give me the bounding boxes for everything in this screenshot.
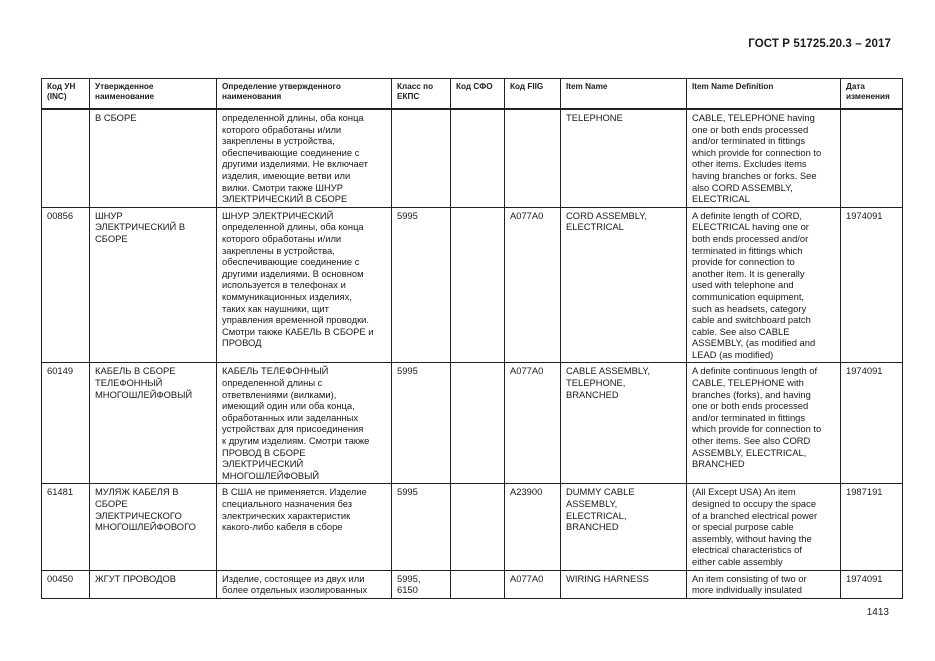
date-cell-text: 1974091 <box>846 209 883 221</box>
column-header-label: Дата изменения <box>846 82 890 101</box>
column-header-label: Код УН (INC) <box>47 82 76 101</box>
sfo-cell <box>451 570 505 598</box>
definition-ru-cell <box>217 363 392 484</box>
definition-ru-cell-text: Изделие, состоящее из двух или более отдельных изолированных <box>222 572 368 596</box>
ekps-cell-text: 5995 <box>397 209 418 221</box>
item-name-cell <box>561 484 687 570</box>
ekps-cell <box>392 484 451 570</box>
column-header-label: Item Name <box>566 82 608 91</box>
column-header-label: Определение утвержденного наименования <box>222 82 341 101</box>
column-header-name-ru-header <box>90 79 217 110</box>
ekps-cell <box>392 363 451 484</box>
item-definition-cell-text: A definite continuous length of CABLE, TELEPHONE with branches (forks), and having one or both ends processed and/or terminated in fittings which provide for connection to other items. See also CORD ASSEMBLY, ELECTRICAL, BRANCHED <box>692 365 822 470</box>
item-name-cell-text: DUMMY CABLE ASSEMBLY, ELECTRICAL, BRANCHED <box>566 486 635 533</box>
column-header-ekps-header <box>392 79 451 110</box>
item-name-cell-text: TELEPHONE <box>566 112 623 123</box>
column-header-item-definition-header <box>687 79 841 110</box>
table-row <box>42 207 903 363</box>
column-header-sfo-header <box>451 79 505 110</box>
column-header-item-name-header <box>561 79 687 110</box>
name-ru-cell-text: МУЛЯЖ КАБЕЛЯ В СБОРЕ ЭЛЕКТРИЧЕСКОГО МНОГОШЛЕЙФОВОГО <box>95 486 196 533</box>
ekps-cell-text: 5995 <box>397 486 418 498</box>
table-row <box>42 363 903 484</box>
column-header-date-header <box>841 79 903 110</box>
definition-ru-cell <box>217 570 392 598</box>
item-definition-cell <box>687 363 841 484</box>
inc-cell-text: 00450 <box>47 572 74 584</box>
definition-ru-cell-text: КАБЕЛЬ ТЕЛЕФОННЫЙ определенной длины с ответвлениями (вилками), имеющий один или оба конца, обработанных или заделанных устройствах для присоединения к другим изделиям. Смотри также ПРОВОД В СБОРЕ ЭЛЕКТРИЧЕСКИЙ МНОГОШЛЕЙФОВЫЙ <box>222 365 370 481</box>
column-header-label: Код СФО <box>456 82 493 91</box>
name-ru-cell-text: ЖГУТ ПРОВОДОВ <box>95 572 177 584</box>
name-ru-cell <box>90 207 217 363</box>
specification-table <box>41 78 903 599</box>
fiig-cell-text: A23900 <box>510 486 543 498</box>
fiig-cell <box>505 484 561 570</box>
item-name-cell-text: CORD ASSEMBLY, ELECTRICAL <box>566 209 647 233</box>
table-row <box>42 484 903 570</box>
ekps-cell-text: 5995 <box>397 365 418 377</box>
column-header-fiig-header <box>505 79 561 110</box>
item-name-cell <box>561 570 687 598</box>
item-definition-cell-text: CABLE, TELEPHONE having one or both ends processed and/or terminated in fittings which provide for connection to other items. Excludes items having branches or forks. See also CORD ASSEMBLY, ELECTRICAL <box>692 112 822 205</box>
item-definition-cell-text: (All Except USA) An item designed to occupy the space of a branched electrical power or special purpose cable assembly, without having the electrical characteristics of either cable assembly <box>692 486 818 567</box>
item-definition-cell-text: An item consisting of two or more individually insulated <box>692 572 807 596</box>
item-definition-cell-text: A definite length of CORD, ELECTRICAL having one or both ends processed and/or terminated in fittings which provide for connection to another item. It is generally used with telephone and communication equipment, such as headsets, category cable and switchboard patch cable. See also CABLE ASSEMBLY, (as modified and LEAD (as modified) <box>692 209 816 360</box>
definition-ru-cell <box>217 207 392 363</box>
inc-cell <box>42 207 90 363</box>
table-header <box>42 79 903 110</box>
ekps-cell <box>392 207 451 363</box>
table-body <box>42 109 903 598</box>
date-cell-text: 1987191 <box>846 486 883 498</box>
definition-ru-cell <box>217 484 392 570</box>
ekps-cell-text: 5995, 6150 <box>397 572 421 596</box>
sfo-cell <box>451 363 505 484</box>
definition-ru-cell-text: определенной длины, оба конца которого обработаны и/или закреплены в устройства, обеспечивающие соединение с другими изделиями. Не включает изделия, имеющие ветви или вилки. Смотри также ШНУР ЭЛЕКТРИЧЕСКИЙ В СБОРЕ <box>222 112 368 205</box>
item-name-cell-text: WIRING HARNESS <box>566 572 649 584</box>
name-ru-cell-text: ШНУР ЭЛЕКТРИЧЕСКИЙ В СБОРЕ <box>95 209 186 244</box>
column-header-label: Item Name Definition <box>692 82 774 91</box>
item-definition-cell <box>687 207 841 363</box>
fiig-cell <box>505 109 561 207</box>
sfo-cell <box>451 484 505 570</box>
fiig-cell <box>505 207 561 363</box>
date-cell <box>841 207 903 363</box>
item-name-cell-text: CABLE ASSEMBLY, TELEPHONE, BRANCHED <box>566 365 651 400</box>
sfo-cell <box>451 207 505 363</box>
fiig-cell-text: A077A0 <box>510 209 544 221</box>
inc-cell-text: 61481 <box>47 486 74 498</box>
date-cell-text: 1974091 <box>846 365 883 377</box>
ekps-cell <box>392 109 451 207</box>
definition-ru-cell-text: В США не применяется. Изделие специального назначения без электрических характеристик какого-либо кабеля в сборе <box>222 486 367 533</box>
inc-cell-text: 00856 <box>47 209 74 221</box>
inc-cell <box>42 570 90 598</box>
name-ru-cell <box>90 363 217 484</box>
item-definition-cell <box>687 484 841 570</box>
fiig-cell-text: A077A0 <box>510 365 544 377</box>
name-ru-cell-text: В СБОРЕ <box>95 112 137 123</box>
fiig-cell <box>505 363 561 484</box>
column-header-label: Утвержденное наименование <box>95 82 155 101</box>
page-number: 1413 <box>866 607 889 618</box>
column-header-label: Класс по ЕКПС <box>397 82 434 101</box>
definition-ru-cell <box>217 109 392 207</box>
inc-cell <box>42 484 90 570</box>
table-row <box>42 570 903 598</box>
table-row <box>42 109 903 207</box>
name-ru-cell <box>90 484 217 570</box>
date-cell <box>841 484 903 570</box>
inc-cell <box>42 109 90 207</box>
fiig-cell <box>505 570 561 598</box>
ekps-cell <box>392 570 451 598</box>
document-header: ГОСТ Р 51725.20.3 – 2017 <box>748 38 891 50</box>
column-header-inc-header <box>42 79 90 110</box>
item-name-cell <box>561 363 687 484</box>
inc-cell <box>42 363 90 484</box>
item-name-cell <box>561 207 687 363</box>
name-ru-cell <box>90 109 217 207</box>
date-cell <box>841 109 903 207</box>
date-cell-text: 1974091 <box>846 572 883 584</box>
column-header-definition-ru-header <box>217 79 392 110</box>
column-header-label: Код FIIG <box>510 82 544 91</box>
definition-ru-cell-text: ШНУР ЭЛЕКТРИЧЕСКИЙ определенной длины, оба конца которого обработаны и/или закреплены в устройства, обеспечивающие соединение с другими изделиями. В основном используется в телефонах и коммуникационных изделиях, таких как наушники, щит управления временной проводки. Смотри также КАБЕЛЬ В СБОРЕ и ПРОВОД <box>222 209 374 349</box>
date-cell <box>841 570 903 598</box>
date-cell <box>841 363 903 484</box>
item-name-cell <box>561 109 687 207</box>
name-ru-cell-text: КАБЕЛЬ В СБОРЕ ТЕЛЕФОННЫЙ МНОГОШЛЕЙФОВЫЙ <box>95 365 193 400</box>
inc-cell-text: 60149 <box>47 365 74 377</box>
fiig-cell-text: A077A0 <box>510 572 544 584</box>
item-definition-cell <box>687 570 841 598</box>
name-ru-cell <box>90 570 217 598</box>
sfo-cell <box>451 109 505 207</box>
item-definition-cell <box>687 109 841 207</box>
